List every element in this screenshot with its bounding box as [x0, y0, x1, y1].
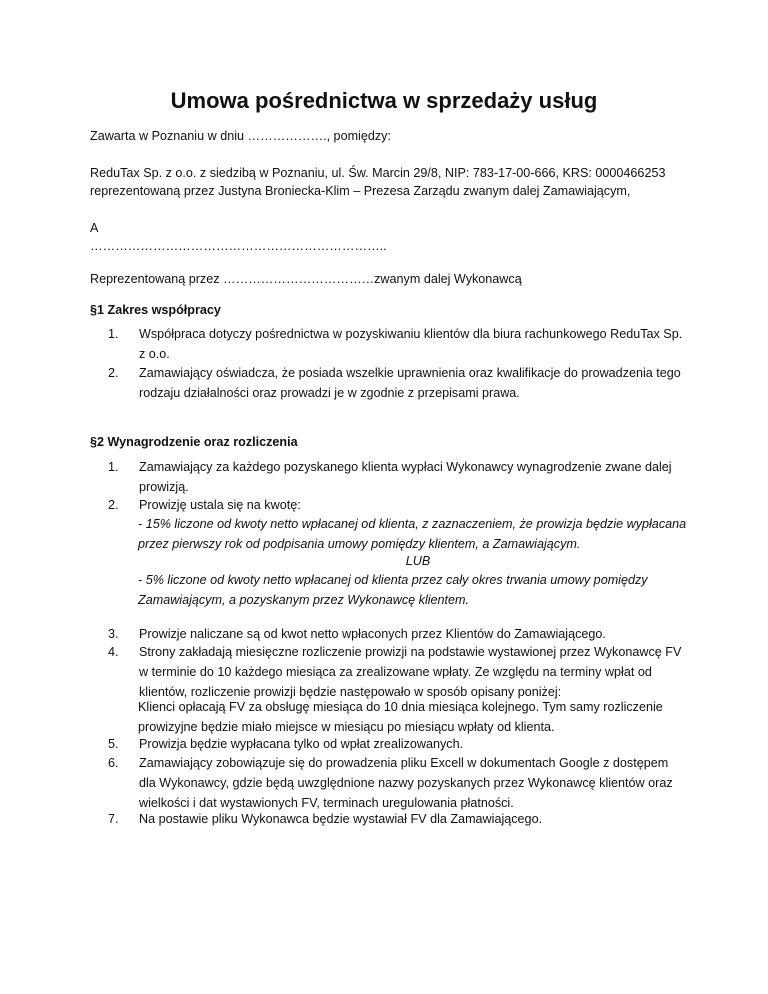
list-text: Współpraca dotyczy pośrednictwa w pozyskiwaniu klientów dla biura rachunkowego ReduTax Sp. z o.o.	[139, 327, 683, 361]
list-number: 1.	[108, 327, 119, 341]
list-number: 5.	[108, 737, 119, 751]
list-number: 6.	[108, 756, 119, 770]
section2-item-7	[108, 809, 688, 829]
section1-item-2	[108, 363, 688, 403]
section2-item-3	[108, 624, 688, 644]
or-separator: LUB	[405, 554, 431, 568]
party2-line: Reprezentowaną przez ………………………………zwanym dalej Wykonawcą	[90, 272, 522, 286]
list-number: 2.	[108, 366, 119, 380]
list-number: 4.	[108, 645, 119, 659]
blank-party-line: ……………………………………………………………..	[90, 239, 387, 253]
list-number: 3.	[108, 627, 119, 641]
list-text: Strony zakładają miesięczne rozliczenie prowizji na podstawie wystawionej przez Wykonawcę FV w terminie do 10 każdego miesiąca za zrealizowane wpłaty. Ze względu na terminy wpłat od klientów, rozliczenie prowizji będzie następowało w sposób opisany poniżej:	[139, 645, 682, 699]
commission-option-1: - 15% liczone od kwoty netto wpłacanej od klienta, z zaznaczeniem, że prowizja będzie wypłacana przez pierwszy rok od podpisania umowy pomiędzy klientem, a Zamawiającym.	[138, 517, 687, 551]
section1-heading: §1 Zakres współpracy	[90, 303, 221, 317]
list-text: Zamawiający za każdego pozyskanego klienta wypłaci Wykonawcy wynagrodzenie zwane dalej prowizją.	[139, 460, 672, 494]
item4-detail: Klienci opłacają FV za obsługę miesiąca do 10 dnia miesiąca kolejnego. Tym samy rozliczenie prowizyjne będzie miało miejsce w miesiącu po miesiącu wpłaty od klienta.	[138, 700, 663, 734]
list-text: Zamawiający zobowiązuje się do prowadzenia pliku Excell w dokumentach Google z dostępem dla Wykonawcy, gdzie będą uwzględnione nazwy pozyskanych przez Wykonawcę klientów oraz wielkości i dat wystawionych FV, terminach uregulowania płatności.	[139, 756, 673, 810]
intro-line: Zawarta w Poznaniu w dniu ………………., pomiędzy:	[90, 129, 391, 143]
section2-item-6	[108, 753, 688, 813]
list-number: 7.	[108, 812, 119, 826]
section1-item-1	[108, 324, 688, 364]
section2-item-2	[108, 495, 688, 515]
commission-option-2: - 5% liczone od kwoty netto wpłacanej od klienta przez cały okres trwania umowy pomiędzy Zamawiającym, a pozyskanym przez Wykonawcę klientem.	[138, 573, 648, 607]
section2-item-1	[108, 457, 688, 497]
list-text: Prowizje naliczane są od kwot netto wpłaconych przez Klientów do Zamawiającego.	[139, 627, 606, 641]
list-number: 2.	[108, 498, 119, 512]
party1-line2: reprezentowaną przez Justyna Broniecka-Klim – Prezesa Zarządu zwanym dalej Zamawiającym,	[90, 184, 631, 198]
list-text: Prowizję ustala się na kwotę:	[139, 498, 301, 512]
list-text: Zamawiający oświadcza, że posiada wszelkie uprawnienia oraz kwalifikacje do prowadzenia tego rodzaju działalności oraz prowadzi je w zgodnie z przepisami prawa.	[139, 366, 681, 400]
list-number: 1.	[108, 460, 119, 474]
section2-heading: §2 Wynagrodzenie oraz rozliczenia	[90, 435, 298, 449]
section2-item-5	[108, 734, 688, 754]
list-text: Na postawie pliku Wykonawca będzie wystawiał FV dla Zamawiającego.	[139, 812, 543, 826]
document-title: Umowa pośrednictwa w sprzedaży usług	[170, 88, 598, 113]
list-text: Prowizja będzie wypłacana tylko od wpłat zrealizowanych.	[139, 737, 464, 751]
party1-line1: ReduTax Sp. z o.o. z siedzibą w Poznaniu, ul. Św. Marcin 29/8, NIP: 783-17-00-666, KRS: 0000466253	[90, 166, 666, 180]
section2-item-4	[108, 642, 688, 702]
and-letter: A	[90, 221, 99, 235]
